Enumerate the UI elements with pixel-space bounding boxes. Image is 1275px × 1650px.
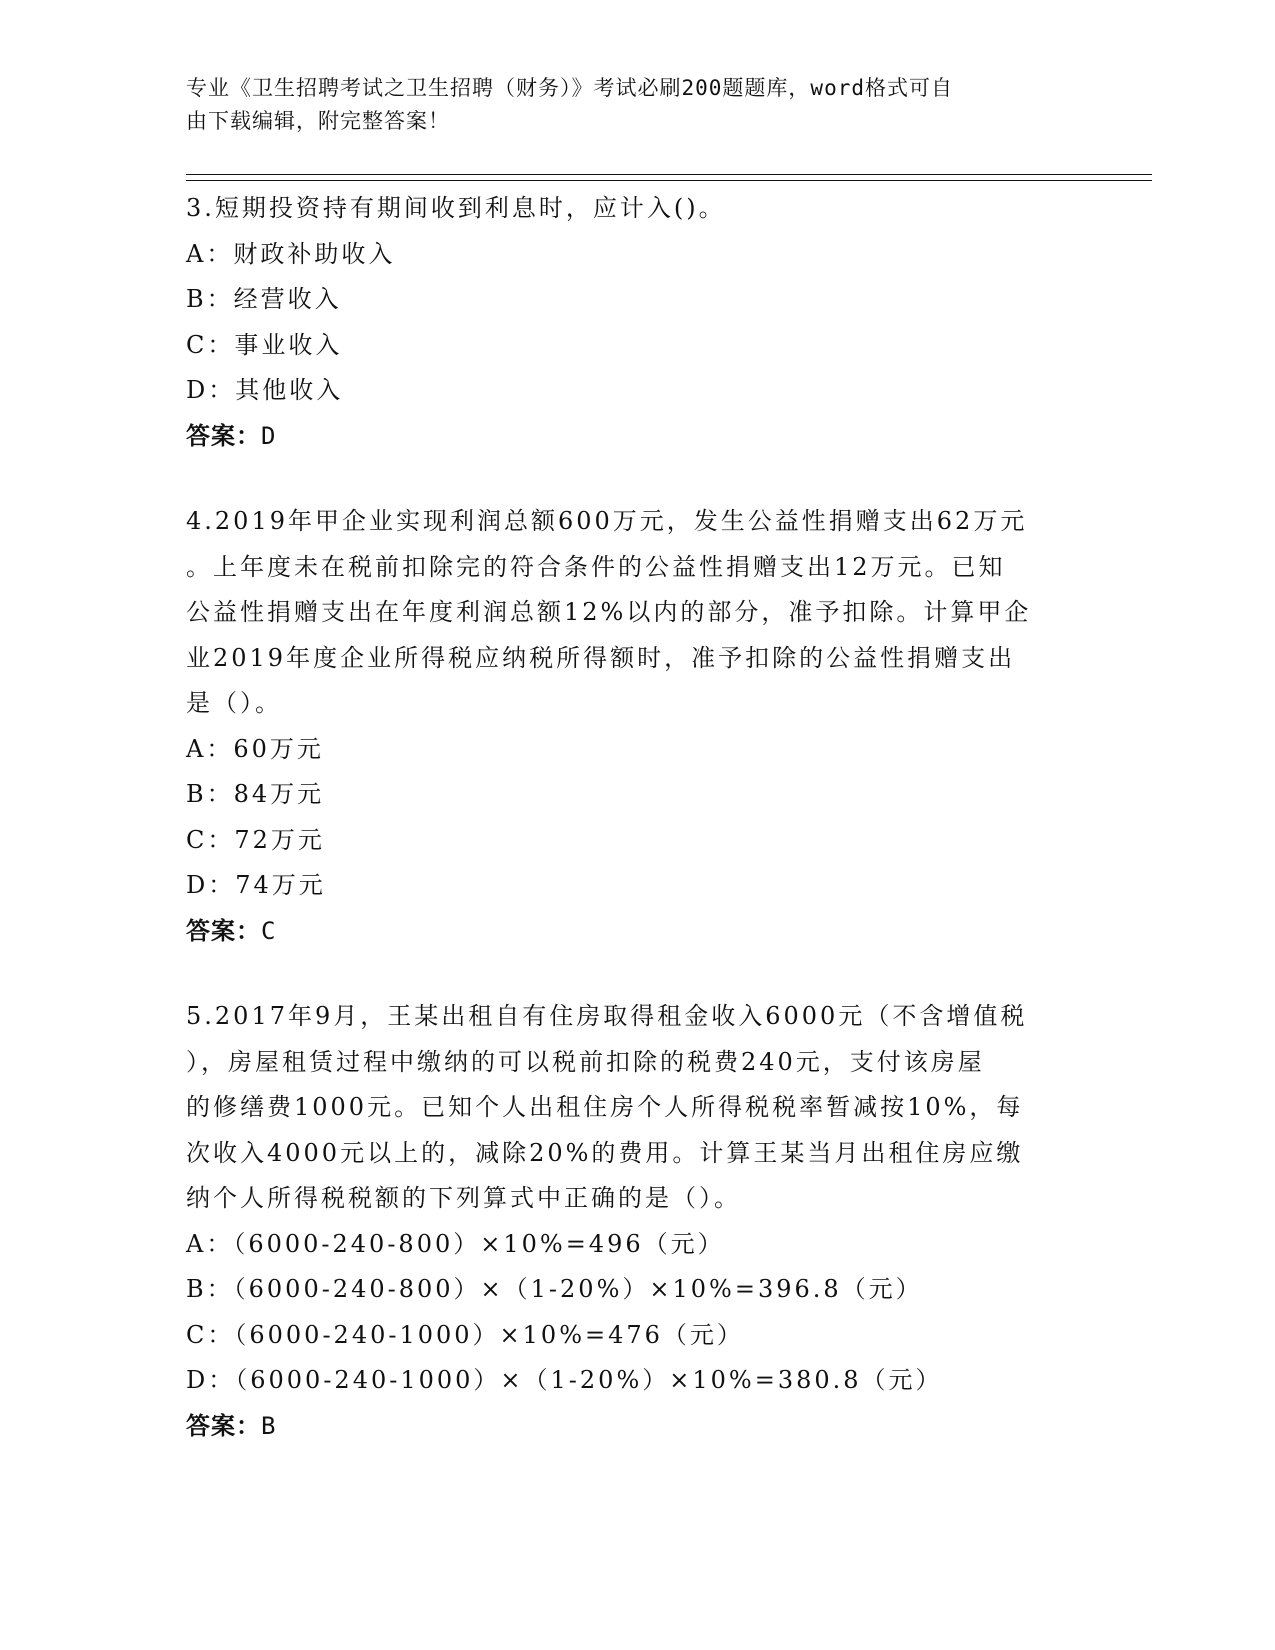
question-stem-line: 次收入4000元以上的，减除20%的费用。计算王某当月出租住房应缴 bbox=[186, 1138, 1024, 1167]
option-d: D：其他收入 bbox=[186, 376, 344, 404]
question-5 bbox=[186, 994, 1086, 1449]
answer-line bbox=[186, 1404, 1086, 1450]
option-d: D：（6000-240-1000）×（1-20%）×10%=380.8（元） bbox=[186, 1366, 943, 1394]
answer-line bbox=[186, 414, 1086, 460]
answer-label: 答案： bbox=[186, 916, 261, 945]
question-stem-line: 纳个人所得税税额的下列算式中正确的是（）。 bbox=[186, 1184, 741, 1212]
question-stem-line: 公益性捐赠支出在年度利润总额12%以内的部分，准予扣除。计算甲企 bbox=[186, 598, 1032, 626]
option-c: C：（6000-240-1000）×10%=476（元） bbox=[186, 1320, 744, 1349]
question-stem-line: 5.2017年9月，王某出租自有住房取得租金收入6000元（不含增值税 bbox=[186, 1002, 1028, 1030]
option-c: C：事业收入 bbox=[186, 330, 343, 359]
answer-label: 答案： bbox=[186, 421, 261, 450]
option-c: C：72万元 bbox=[186, 825, 325, 854]
question-stem-line: ），房屋租赁过程中缴纳的可以税前扣除的税费240元，支付该房屋 bbox=[186, 1047, 985, 1076]
option-b: B：（6000-240-800）×（1-20%）×10%=396.8（元） bbox=[186, 1275, 923, 1303]
question-stem-line: 3.短期投资持有期间收到利息时，应计入()。 bbox=[186, 194, 726, 222]
question-stem-line: 的修缮费1000元。已知个人出租住房个人所得税税率暂减按10%，每 bbox=[186, 1093, 1024, 1121]
header-divider-top bbox=[186, 174, 1152, 175]
question-4 bbox=[186, 499, 1086, 954]
question-stem-line: 是（）。 bbox=[186, 689, 282, 717]
question-3 bbox=[186, 186, 1086, 459]
option-a: A：60万元 bbox=[186, 734, 324, 763]
option-a: A：财政补助收入 bbox=[186, 239, 396, 268]
option-b: B：84万元 bbox=[186, 780, 325, 808]
question-stem-line: 业2019年度企业所得税应纳税所得额时，准予扣除的公益性捐赠支出 bbox=[186, 643, 1016, 672]
document-header bbox=[186, 72, 1066, 138]
answer-value: D bbox=[261, 421, 277, 450]
option-b: B：经营收入 bbox=[186, 285, 342, 313]
question-stem-line: 。上年度未在税前扣除完的符合条件的公益性捐赠支出12万元。已知 bbox=[186, 552, 1006, 581]
answer-line bbox=[186, 909, 1086, 955]
header-divider-bottom bbox=[186, 180, 1152, 181]
option-d: D：74万元 bbox=[186, 871, 326, 899]
answer-value: C bbox=[261, 916, 277, 945]
question-stem-line: 4.2019年甲企业实现利润总额600万元，发生公益性捐赠支出62万元 bbox=[186, 507, 1028, 535]
answer-value: B bbox=[261, 1411, 277, 1440]
header-line-2: 由下载编辑，附完整答案！ bbox=[186, 109, 450, 133]
question-list bbox=[186, 186, 1086, 1489]
header-line-1: 专业《卫生招聘考试之卫生招聘（财务）》考试必刷200题题库，word格式可自 bbox=[186, 76, 953, 100]
answer-label: 答案： bbox=[186, 1411, 261, 1440]
option-a: A：（6000-240-800）×10%=496（元） bbox=[186, 1229, 725, 1258]
